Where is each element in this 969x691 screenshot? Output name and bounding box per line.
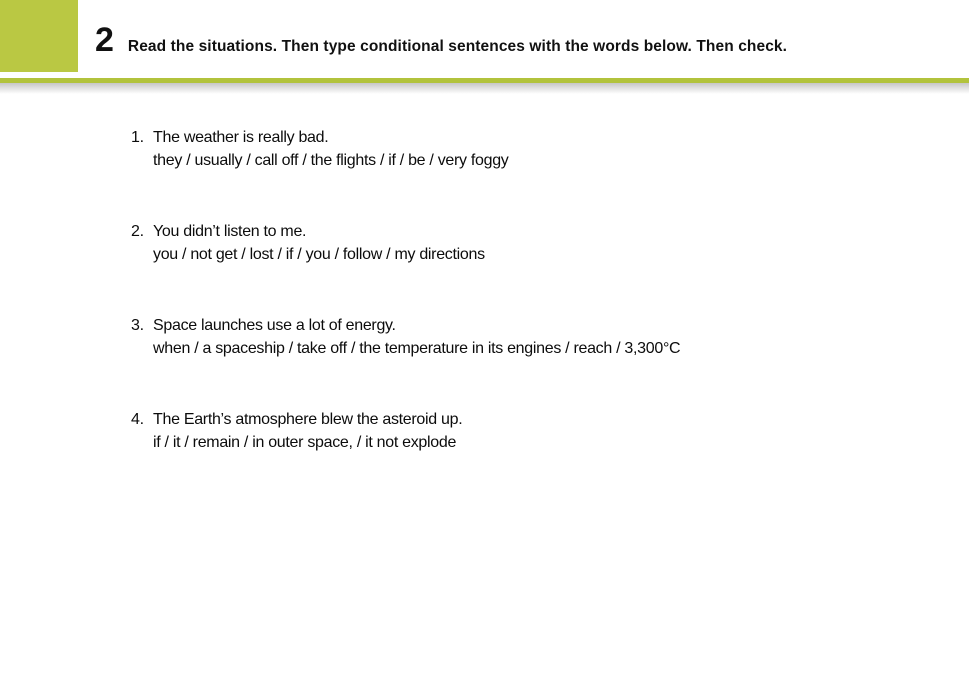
item-situation: The weather is really bad. xyxy=(153,129,329,146)
accent-square xyxy=(0,0,78,72)
item-text xyxy=(153,220,891,266)
item-number: 1. xyxy=(131,129,144,146)
item-situation: The Earth’s atmosphere blew the asteroid up. xyxy=(153,411,463,428)
item-number: 2. xyxy=(131,223,144,240)
divider-shadow xyxy=(0,83,969,94)
item-prompt: they / usually / call off / the flights / if / be / very foggy xyxy=(153,152,509,169)
exercise-number: 2 xyxy=(95,21,114,59)
item-prompt: if / it / remain / in outer space, / it not explode xyxy=(153,434,457,451)
item-prompt: when / a spaceship / take off / the temperature in its engines / reach / 3,300°C xyxy=(153,340,681,357)
item-text xyxy=(153,314,891,360)
item-situation: You didn’t listen to me. xyxy=(153,223,307,240)
exercise-header xyxy=(95,23,787,57)
exercise-instruction: Read the situations. Then type conditional sentences with the words below. Then check. xyxy=(127,38,788,55)
item-number: 3. xyxy=(131,317,144,334)
exercise-items xyxy=(131,126,891,502)
exercise-item-2 xyxy=(131,220,891,266)
item-situation: Space launches use a lot of energy. xyxy=(153,317,396,334)
item-number: 4. xyxy=(131,411,144,428)
item-prompt: you / not get / lost / if / you / follow / my directions xyxy=(153,246,485,263)
exercise-item-4 xyxy=(131,408,891,454)
item-text xyxy=(153,126,891,172)
exercise-item-3 xyxy=(131,314,891,360)
exercise-item-1 xyxy=(131,126,891,172)
item-text xyxy=(153,408,891,454)
